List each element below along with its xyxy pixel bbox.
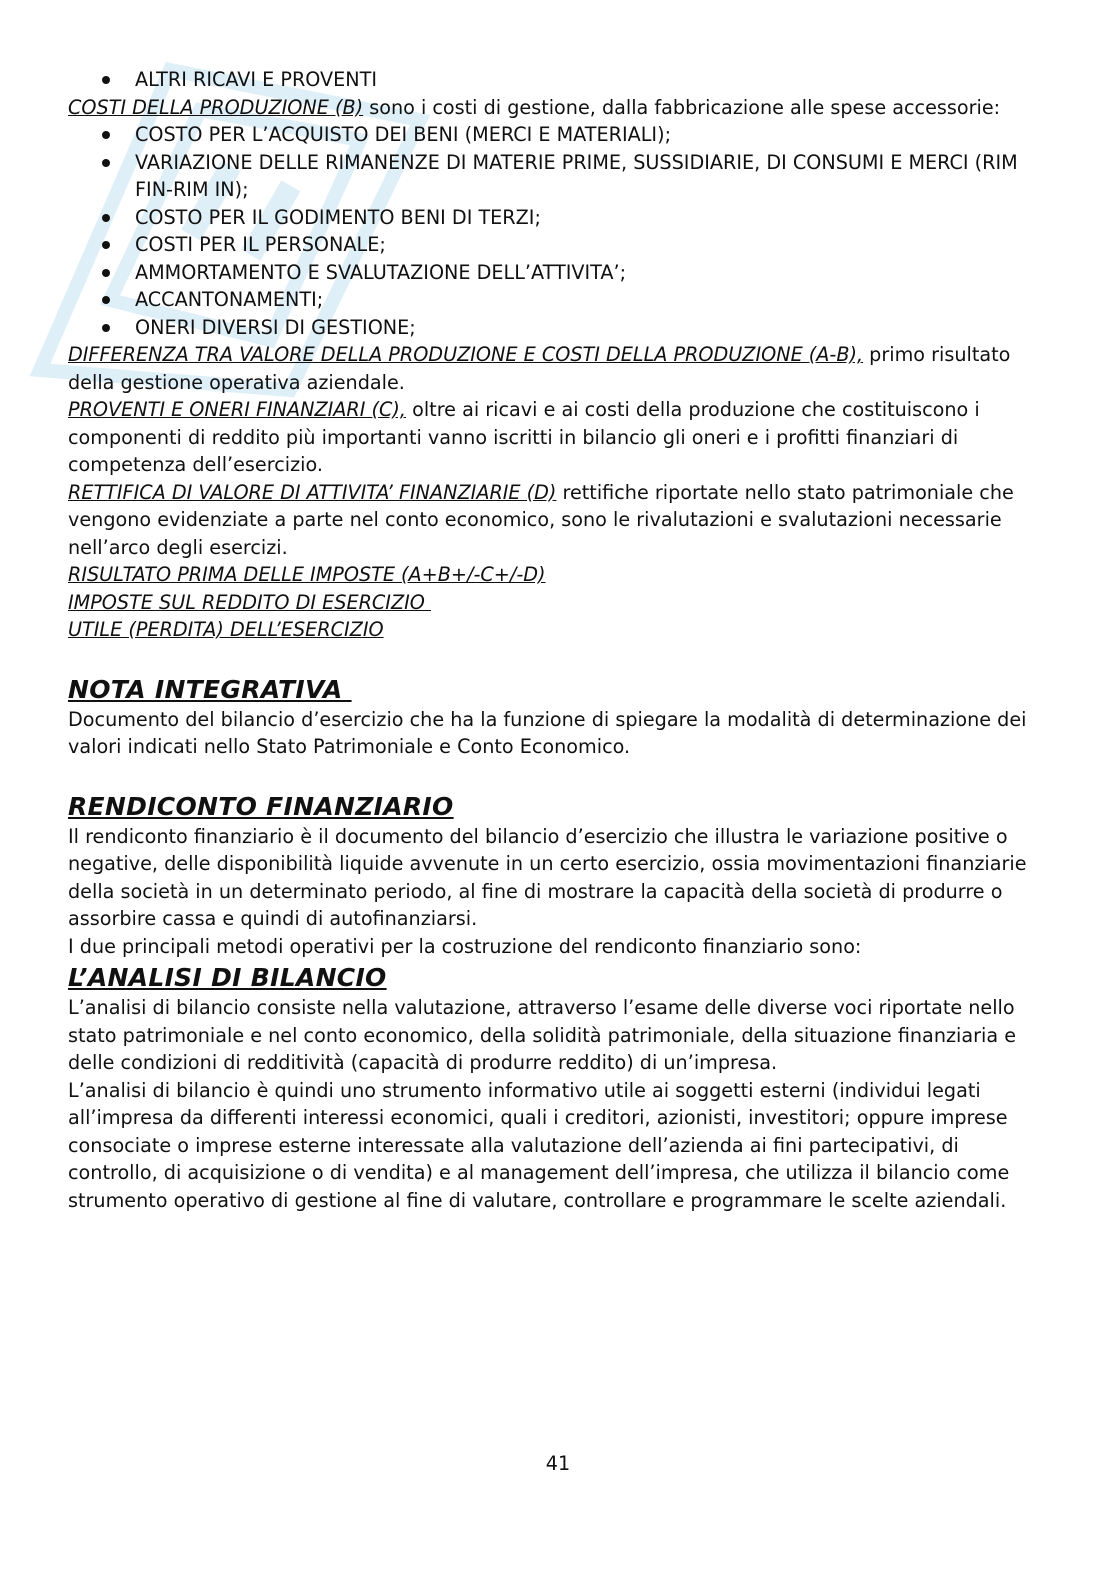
list-item: AMMORTAMENTO E SVALUTAZIONE DELL’ATTIVITA’; xyxy=(68,259,1053,287)
list-item: COSTO PER L’ACQUISTO DEI BENI (MERCI E MATERIALI); xyxy=(68,121,1053,149)
proventi-label: PROVENTI E ONERI FINANZIARI (C), xyxy=(68,398,406,421)
rettifica-paragraph xyxy=(68,479,1053,562)
differenza-text: primo risultato della gestione operativa aziendale. xyxy=(68,343,1011,394)
list-ricavi xyxy=(68,66,1053,94)
imposte-reddito: IMPOSTE SUL REDDITO DI ESERCIZIO xyxy=(68,590,431,614)
list-costi xyxy=(68,121,1053,341)
proventi-paragraph xyxy=(68,396,1053,479)
differenza-label: DIFFERENZA TRA VALORE DELLA PRODUZIONE E COSTI DELLA PRODUZIONE (A-B), xyxy=(68,343,864,366)
nota-integrativa-heading: NOTA INTEGRATIVA xyxy=(68,674,352,704)
list-item: ONERI DIVERSI DI GESTIONE; xyxy=(68,314,1053,342)
rendiconto-metodi-text: I due principali metodi operativi per la costruzione del rendiconto finanziario sono: xyxy=(68,934,862,958)
proventi-text: oltre ai ricavi e ai costi della produzione che costituiscono i componenti di reddito più importanti vanno iscritti in bilancio gli oneri e i profitti finanziari di competenza dell’esercizio. xyxy=(68,398,980,476)
nota-integrativa-text: Documento del bilancio d’esercizio che ha la funzione di spiegare la modalità di determinazione dei valori indicati nello Stato Patrimoniale e Conto Economico. xyxy=(68,707,1027,758)
list-item: COSTO PER IL GODIMENTO BENI DI TERZI; xyxy=(68,204,1053,232)
utile-perdita: UTILE (PERDITA) DELL’ESERCIZIO xyxy=(68,618,384,641)
list-item: ACCANTONAMENTI; xyxy=(68,286,1053,314)
list-item: ALTRI RICAVI E PROVENTI xyxy=(68,66,1053,94)
analisi-text: L’analisi di bilancio consiste nella valutazione, attraverso l’esame delle diverse voci riportate nello stato patrimoniale e nel conto economico, della solidità patrimoniale, della situazione finanziaria e delle condizioni di redditività (capacità di produrre reddito) di un’impresa. xyxy=(68,996,1017,1074)
risultato-prima-imposte: RISULTATO PRIMA DELLE IMPOSTE (A+B+/-C+/-D) xyxy=(68,563,546,586)
list-item: COSTI PER IL PERSONALE; xyxy=(68,231,1053,259)
costi-produzione-label: COSTI DELLA PRODUZIONE (B) xyxy=(68,95,364,119)
document-body xyxy=(68,66,1053,1214)
differenza-paragraph xyxy=(68,341,1053,396)
page-number: 41 xyxy=(545,1452,571,1475)
analisi-text-2: L’analisi di bilancio è quindi uno strumento informativo utile ai soggetti esterni (individui legati all’impresa da differenti interessi economici, quali i creditori, azionisti, investitori; oppure imprese consociate o imprese esterne interessate alla valutazione dell’azienda ai fini partecipativi, di controllo, di acquisizione o di vendita) e al management dell’impresa, che utilizza il bilancio come strumento operativo di gestione al fine di valutare, controllare e programmare le scelte aziendali. xyxy=(68,1078,1010,1212)
rettifica-label: RETTIFICA DI VALORE DI ATTIVITA’ FINANZIARIE (D) xyxy=(68,480,557,504)
costi-produzione-paragraph xyxy=(68,94,1053,122)
analisi-heading: L’ANALISI DI BILANCIO xyxy=(68,963,387,992)
rendiconto-text: Il rendiconto finanziario è il documento del bilancio d’esercizio che illustra le variazione positive o negative, delle disponibilità liquide avvenute in un certo esercizio, ossia movimentazioni finanziarie della società in un determinato periodo, al fine di mostrare la capacità della società di produrre o assorbire cassa e quindi di autofinanziarsi. xyxy=(68,824,1027,930)
rendiconto-heading: RENDICONTO FINANZIARIO xyxy=(68,791,454,821)
list-item: VARIAZIONE DELLE RIMANENZE DI MATERIE PRIME, SUSSIDIARIE, DI CONSUMI E MERCI (RIM FIN-RIM IN); xyxy=(68,149,1053,204)
costi-produzione-text: sono i costi di gestione, dalla fabbricazione alle spese accessorie: xyxy=(363,95,1001,119)
rettifica-text: rettifiche riportate nello stato patrimoniale che vengono evidenziate a parte nel conto economico, sono le rivalutazioni e svalutazioni necessarie nell’arco degli esercizi. xyxy=(68,480,1014,559)
